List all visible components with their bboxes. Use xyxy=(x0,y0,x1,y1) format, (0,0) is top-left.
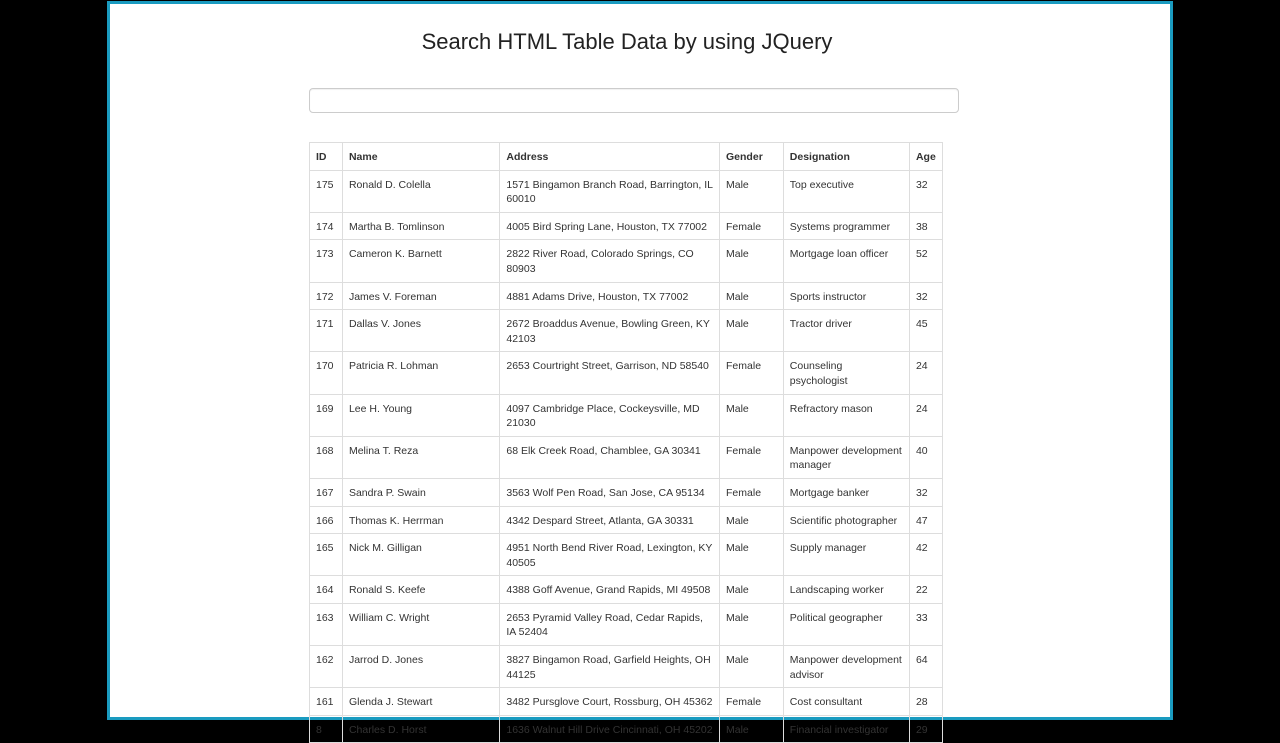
cell-id: 165 xyxy=(310,534,343,576)
cell-name: Ronald D. Colella xyxy=(342,170,499,212)
cell-gender: Male xyxy=(720,576,784,604)
table-row xyxy=(310,436,943,478)
cell-address: 1571 Bingamon Branch Road, Barrington, IL 60010 xyxy=(500,170,720,212)
cell-age: 33 xyxy=(909,603,942,645)
cell-address: 2653 Courtright Street, Garrison, ND 58540 xyxy=(500,352,720,394)
column-header-address[interactable]: Address xyxy=(500,143,720,171)
cell-designation: Systems programmer xyxy=(783,212,909,240)
column-header-id[interactable]: ID xyxy=(310,143,343,171)
cell-address: 2822 River Road, Colorado Springs, CO 80903 xyxy=(500,240,720,282)
table-row xyxy=(310,352,943,394)
table-row xyxy=(310,240,943,282)
cell-designation: Cost consultant xyxy=(783,688,909,716)
cell-gender: Male xyxy=(720,394,784,436)
cell-name: Glenda J. Stewart xyxy=(342,688,499,716)
cell-address: 3482 Pursglove Court, Rossburg, OH 45362 xyxy=(500,688,720,716)
cell-id: 171 xyxy=(310,310,343,352)
cell-name: Dallas V. Jones xyxy=(342,310,499,352)
cell-address: 4097 Cambridge Place, Cockeysville, MD 21030 xyxy=(500,394,720,436)
cell-designation: Top executive xyxy=(783,170,909,212)
table-body xyxy=(310,170,943,743)
cell-gender: Male xyxy=(720,603,784,645)
cell-name: Charles D. Horst xyxy=(342,715,499,743)
cell-gender: Male xyxy=(720,715,784,743)
page-title: Search HTML Table Data by using JQuery xyxy=(421,29,833,54)
table-row xyxy=(310,603,943,645)
cell-name: Thomas K. Herrman xyxy=(342,506,499,534)
cell-address: 3563 Wolf Pen Road, San Jose, CA 95134 xyxy=(500,478,720,506)
table-row xyxy=(310,688,943,716)
cell-id: 173 xyxy=(310,240,343,282)
cell-id: 166 xyxy=(310,506,343,534)
table-row xyxy=(310,212,943,240)
cell-age: 32 xyxy=(909,282,942,310)
cell-address: 68 Elk Creek Road, Chamblee, GA 30341 xyxy=(500,436,720,478)
cell-age: 45 xyxy=(909,310,942,352)
cell-designation: Manpower development advisor xyxy=(783,646,909,688)
cell-age: 24 xyxy=(909,394,942,436)
search-input[interactable] xyxy=(309,88,959,113)
cell-gender: Male xyxy=(720,240,784,282)
cell-designation: Financial investigator xyxy=(783,715,909,743)
cell-address: 4388 Goff Avenue, Grand Rapids, MI 49508 xyxy=(500,576,720,604)
cell-gender: Female xyxy=(720,436,784,478)
cell-address: 1636 Walnut Hill Drive Cincinnati, OH 45202 xyxy=(500,715,720,743)
cell-address: 2672 Broaddus Avenue, Bowling Green, KY 42103 xyxy=(500,310,720,352)
cell-address: 4005 Bird Spring Lane, Houston, TX 77002 xyxy=(500,212,720,240)
cell-name: William C. Wright xyxy=(342,603,499,645)
cell-designation: Landscaping worker xyxy=(783,576,909,604)
cell-id: 163 xyxy=(310,603,343,645)
cell-designation: Refractory mason xyxy=(783,394,909,436)
cell-designation: Scientific photographer xyxy=(783,506,909,534)
cell-name: Melina T. Reza xyxy=(342,436,499,478)
cell-address: 3827 Bingamon Road, Garfield Heights, OH 44125 xyxy=(500,646,720,688)
cell-id: 172 xyxy=(310,282,343,310)
cell-age: 24 xyxy=(909,352,942,394)
table-row xyxy=(310,715,943,743)
table-row xyxy=(310,394,943,436)
cell-address: 2653 Pyramid Valley Road, Cedar Rapids, IA 52404 xyxy=(500,603,720,645)
table-row xyxy=(310,506,943,534)
cell-name: Patricia R. Lohman xyxy=(342,352,499,394)
cell-id: 161 xyxy=(310,688,343,716)
cell-id: 168 xyxy=(310,436,343,478)
cell-gender: Male xyxy=(720,310,784,352)
cell-name: Sandra P. Swain xyxy=(342,478,499,506)
page-frame xyxy=(107,1,1173,736)
table-row xyxy=(310,576,943,604)
cell-address: 4951 North Bend River Road, Lexington, KY 40505 xyxy=(500,534,720,576)
table-row xyxy=(310,282,943,310)
column-header-age[interactable]: Age xyxy=(909,143,942,171)
data-table xyxy=(309,142,943,743)
cell-designation: Mortgage loan officer xyxy=(783,240,909,282)
cell-name: James V. Foreman xyxy=(342,282,499,310)
cell-age: 29 xyxy=(909,715,942,743)
table-row xyxy=(310,170,943,212)
cell-name: Martha B. Tomlinson xyxy=(342,212,499,240)
cell-name: Ronald S. Keefe xyxy=(342,576,499,604)
cell-address: 4342 Despard Street, Atlanta, GA 30331 xyxy=(500,506,720,534)
cell-gender: Female xyxy=(720,212,784,240)
cell-age: 32 xyxy=(909,478,942,506)
cell-age: 64 xyxy=(909,646,942,688)
cell-name: Nick M. Gilligan xyxy=(342,534,499,576)
cell-age: 42 xyxy=(909,534,942,576)
cell-age: 47 xyxy=(909,506,942,534)
cell-designation: Political geographer xyxy=(783,603,909,645)
table-row xyxy=(310,646,943,688)
cell-gender: Male xyxy=(720,282,784,310)
cell-designation: Tractor driver xyxy=(783,310,909,352)
table-row xyxy=(310,310,943,352)
table-row xyxy=(310,534,943,576)
cell-id: 164 xyxy=(310,576,343,604)
cell-designation: Counseling psychologist xyxy=(783,352,909,394)
cell-age: 32 xyxy=(909,170,942,212)
cell-id: 162 xyxy=(310,646,343,688)
cell-gender: Male xyxy=(720,170,784,212)
cell-gender: Male xyxy=(720,506,784,534)
cell-gender: Female xyxy=(720,352,784,394)
cell-id: 169 xyxy=(310,394,343,436)
cell-age: 38 xyxy=(909,212,942,240)
column-header-name[interactable]: Name xyxy=(342,143,499,171)
cell-id: 8 xyxy=(310,715,343,743)
cell-age: 52 xyxy=(909,240,942,282)
cell-id: 167 xyxy=(310,478,343,506)
cell-designation: Manpower development manager xyxy=(783,436,909,478)
column-header-gender[interactable]: Gender xyxy=(720,143,784,171)
cell-id: 170 xyxy=(310,352,343,394)
cell-name: Cameron K. Barnett xyxy=(342,240,499,282)
cell-gender: Female xyxy=(720,478,784,506)
cell-age: 28 xyxy=(909,688,942,716)
cell-designation: Mortgage banker xyxy=(783,478,909,506)
cell-address: 4881 Adams Drive, Houston, TX 77002 xyxy=(500,282,720,310)
cell-gender: Male xyxy=(720,534,784,576)
cell-id: 175 xyxy=(310,170,343,212)
cell-name: Lee H. Young xyxy=(342,394,499,436)
table-row xyxy=(310,478,943,506)
cell-gender: Male xyxy=(720,646,784,688)
cell-designation: Sports instructor xyxy=(783,282,909,310)
table-header-row xyxy=(310,143,943,171)
cell-name: Jarrod D. Jones xyxy=(342,646,499,688)
cell-age: 22 xyxy=(909,576,942,604)
cell-age: 40 xyxy=(909,436,942,478)
cell-designation: Supply manager xyxy=(783,534,909,576)
cell-id: 174 xyxy=(310,212,343,240)
column-header-designation[interactable]: Designation xyxy=(783,143,909,171)
cell-gender: Female xyxy=(720,688,784,716)
